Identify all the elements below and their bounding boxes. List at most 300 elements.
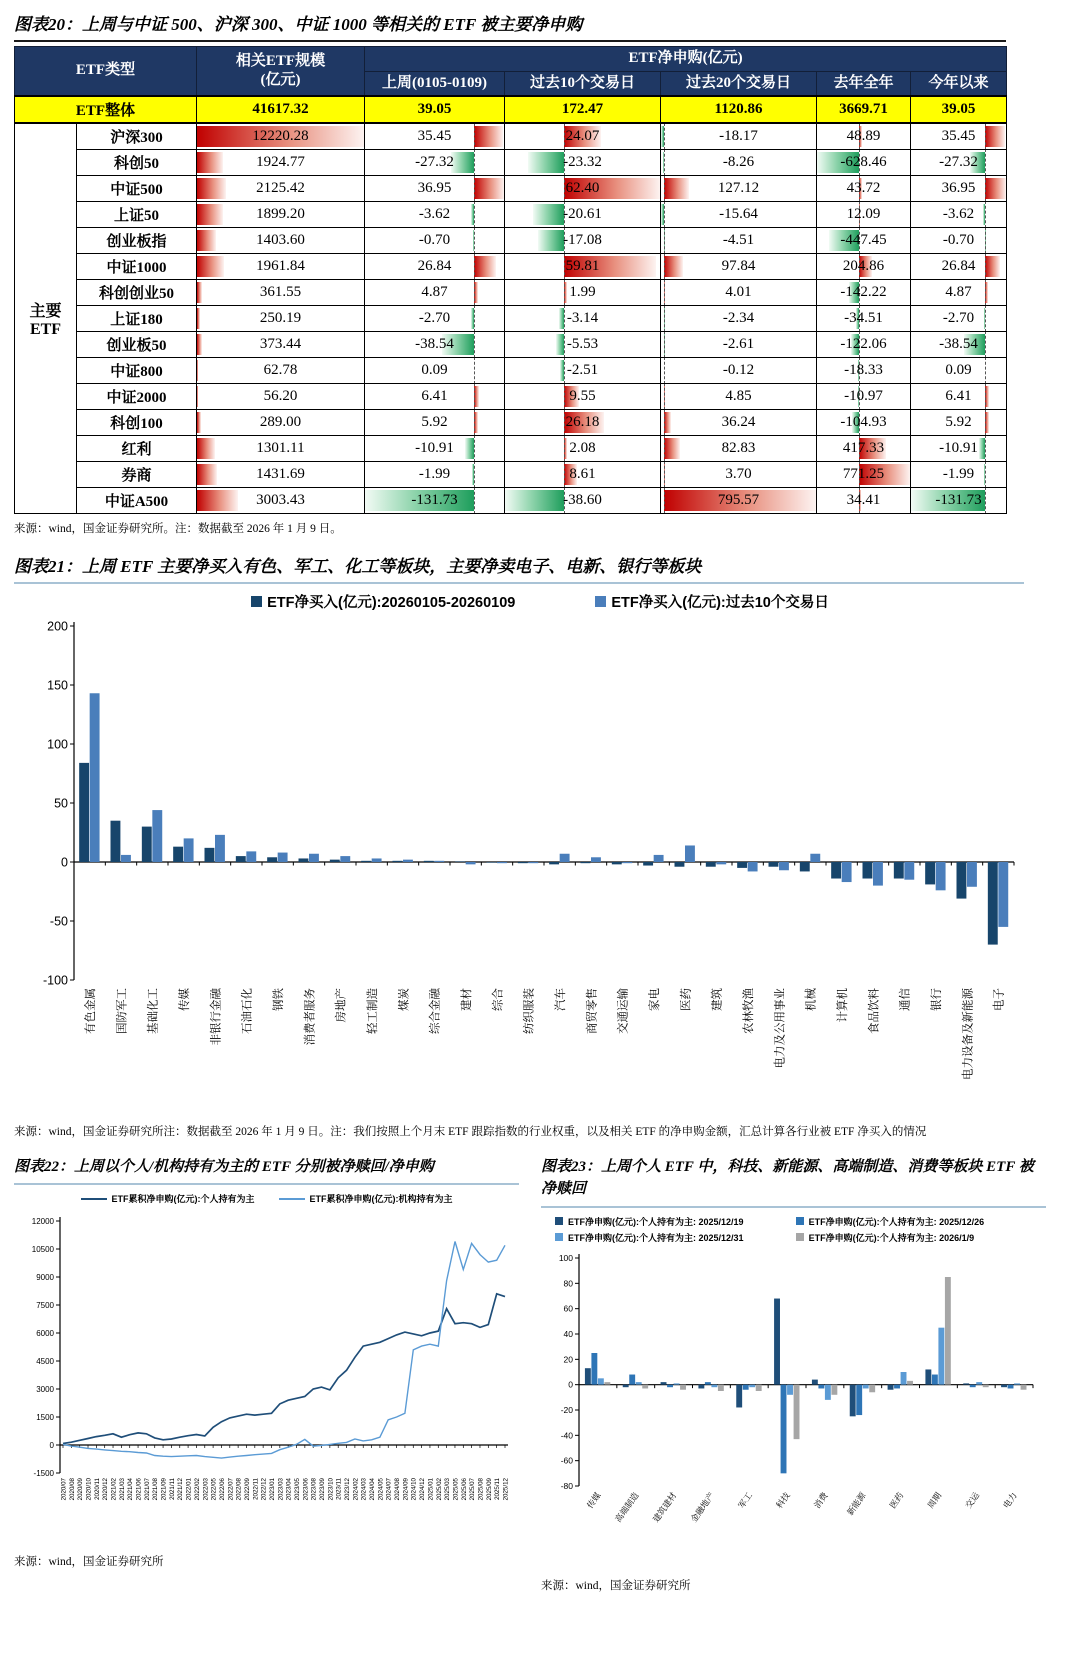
data-bar bbox=[664, 438, 680, 459]
bar-axis-line bbox=[985, 150, 986, 176]
bar-axis-line bbox=[664, 202, 665, 228]
bar-axis-line bbox=[564, 384, 565, 410]
etf-value-cell bbox=[661, 306, 817, 332]
etf-total-value: 39.05 bbox=[911, 96, 1007, 123]
svg-text:2024/10: 2024/10 bbox=[410, 1478, 418, 1501]
etf-name: 中证A500 bbox=[77, 488, 197, 514]
etf-value-cell bbox=[365, 358, 505, 384]
bar-axis-line bbox=[985, 358, 986, 384]
etf-value: 4.87 bbox=[945, 284, 972, 300]
etf-value: 12.09 bbox=[846, 206, 881, 222]
col-header-lastyear: 去年全年 bbox=[817, 71, 911, 96]
etf-name: 沪深300 bbox=[77, 123, 197, 150]
svg-text:2021/02: 2021/02 bbox=[110, 1478, 118, 1501]
etf-row bbox=[15, 202, 1007, 228]
bar-axis-line bbox=[474, 254, 475, 280]
data-bar bbox=[465, 438, 474, 459]
svg-text:2025/09: 2025/09 bbox=[485, 1478, 493, 1501]
legend-label: ETF净申购(亿元):个人持有为主: 2025/12/31 bbox=[568, 1232, 744, 1243]
etf-value-cell bbox=[817, 150, 911, 176]
fig22-legend-item-2 bbox=[279, 1192, 453, 1205]
etf-value: -2.70 bbox=[942, 310, 975, 326]
etf-value: -15.64 bbox=[719, 206, 758, 222]
legend-line-swatch bbox=[279, 1198, 305, 1201]
svg-text:农林牧渔: 农林牧渔 bbox=[743, 988, 756, 1035]
svg-text:2020/07: 2020/07 bbox=[60, 1478, 68, 1501]
legend-label: ETF净申购(亿元):个人持有为主: 2025/12/26 bbox=[808, 1216, 985, 1227]
bar-axis-line bbox=[985, 228, 986, 254]
etf-value: -27.32 bbox=[415, 154, 454, 170]
svg-text:交通运输: 交通运输 bbox=[617, 988, 630, 1035]
etf-total-value: 172.47 bbox=[505, 96, 661, 123]
svg-text:2022/09: 2022/09 bbox=[243, 1478, 251, 1501]
etf-value: -17.08 bbox=[563, 232, 602, 248]
etf-row bbox=[15, 488, 1007, 514]
bar-axis-line bbox=[985, 488, 986, 514]
etf-value-cell bbox=[817, 488, 911, 514]
etf-value-cell bbox=[365, 410, 505, 436]
bar-axis-line bbox=[474, 202, 475, 228]
bar-axis-line bbox=[474, 384, 475, 410]
svg-text:2024/08: 2024/08 bbox=[394, 1478, 402, 1501]
etf-value: -38.54 bbox=[415, 336, 454, 352]
etf-value: -23.32 bbox=[563, 154, 602, 170]
svg-text:2025/12: 2025/12 bbox=[502, 1478, 510, 1501]
fig23-divider bbox=[541, 1206, 1046, 1208]
fig23-svg bbox=[541, 1246, 1041, 1566]
etf-value: 4.87 bbox=[421, 284, 448, 300]
svg-text:2023/09: 2023/09 bbox=[319, 1478, 327, 1501]
svg-text:医药: 医药 bbox=[680, 988, 693, 1012]
etf-value: -5.53 bbox=[566, 336, 599, 352]
col-header-etf-type: ETF类型 bbox=[15, 47, 197, 97]
svg-text:2022/01: 2022/01 bbox=[185, 1478, 193, 1501]
bar-axis-line bbox=[664, 176, 665, 202]
etf-value-cell bbox=[817, 358, 911, 384]
etf-value: 127.12 bbox=[717, 180, 760, 196]
data-bar bbox=[197, 386, 198, 407]
etf-value-cell bbox=[661, 254, 817, 280]
etf-value-cell bbox=[661, 150, 817, 176]
etf-value: 26.18 bbox=[565, 414, 600, 430]
etf-value: 2125.42 bbox=[256, 180, 305, 196]
etf-value: 1403.60 bbox=[256, 232, 305, 248]
etf-value: 0.09 bbox=[421, 362, 448, 378]
svg-text:电力设备及新能源: 电力设备及新能源 bbox=[962, 988, 975, 1081]
bar-axis-line bbox=[985, 254, 986, 280]
bar-axis-line bbox=[664, 123, 665, 150]
etf-value: -142.22 bbox=[840, 284, 887, 300]
etf-value: 34.41 bbox=[846, 492, 881, 508]
etf-total-value: 39.05 bbox=[365, 96, 505, 123]
etf-value: 35.45 bbox=[417, 128, 452, 144]
svg-text:-50: -50 bbox=[49, 914, 68, 929]
etf-value: -1.99 bbox=[942, 466, 975, 482]
etf-value: 26.84 bbox=[941, 258, 976, 274]
etf-value-cell bbox=[911, 150, 1007, 176]
fig23-series-4 bbox=[604, 1277, 1026, 1439]
etf-value: 4.01 bbox=[725, 284, 752, 300]
etf-value-cell bbox=[197, 228, 365, 254]
legend-label: ETF净申购(亿元):个人持有为主: 2025/12/19 bbox=[568, 1216, 744, 1227]
etf-name: 上证50 bbox=[77, 202, 197, 228]
table-header-row-1 bbox=[15, 47, 1007, 72]
etf-row bbox=[15, 150, 1007, 176]
legend-label: ETF累积净申购(亿元):机构持有为主 bbox=[309, 1194, 453, 1205]
fig23-legend-item-1 bbox=[555, 1215, 796, 1228]
data-bar bbox=[528, 152, 564, 173]
data-bar bbox=[474, 126, 503, 147]
svg-text:2025/03: 2025/03 bbox=[444, 1478, 452, 1501]
bottom-section bbox=[14, 1154, 1066, 1597]
svg-text:电子: 电子 bbox=[993, 988, 1006, 1012]
svg-text:房地产: 房地产 bbox=[335, 988, 348, 1023]
svg-text:2020/10: 2020/10 bbox=[85, 1478, 93, 1501]
svg-text:传媒: 传媒 bbox=[179, 988, 192, 1012]
bar-axis-line bbox=[664, 332, 665, 358]
etf-value-cell bbox=[911, 410, 1007, 436]
etf-value: -8.26 bbox=[722, 154, 755, 170]
bar-axis-line bbox=[985, 410, 986, 436]
bar-axis-line bbox=[474, 332, 475, 358]
svg-text:2021/11: 2021/11 bbox=[168, 1478, 176, 1501]
bar-axis-line bbox=[664, 254, 665, 280]
svg-text:2023/03: 2023/03 bbox=[277, 1478, 285, 1501]
bar-axis-line bbox=[474, 358, 475, 384]
etf-value: 59.81 bbox=[565, 258, 600, 274]
bar-axis-line bbox=[564, 280, 565, 306]
etf-value-cell bbox=[197, 488, 365, 514]
svg-text:2022/07: 2022/07 bbox=[227, 1478, 235, 1501]
etf-value-cell bbox=[661, 436, 817, 462]
svg-text:2022/06: 2022/06 bbox=[218, 1478, 226, 1501]
etf-value-cell bbox=[505, 254, 661, 280]
fig21-legend-item-2 bbox=[595, 591, 829, 612]
fig22-legend-item-1 bbox=[81, 1192, 255, 1205]
etf-value: 26.84 bbox=[417, 258, 452, 274]
row-group-label: 主要ETF bbox=[15, 123, 77, 514]
etf-value-cell bbox=[197, 462, 365, 488]
etf-value: 0.09 bbox=[945, 362, 972, 378]
data-bar bbox=[197, 152, 223, 173]
etf-value: -1.99 bbox=[418, 466, 451, 482]
fig23-legend-item-3 bbox=[555, 1231, 796, 1244]
etf-table bbox=[14, 46, 1007, 514]
svg-text:3000: 3000 bbox=[36, 1385, 54, 1395]
etf-value-cell bbox=[365, 176, 505, 202]
legend-square-swatch bbox=[555, 1233, 563, 1241]
etf-value-cell bbox=[197, 436, 365, 462]
svg-text:2022/12: 2022/12 bbox=[260, 1478, 268, 1501]
bar-axis-line bbox=[985, 202, 986, 228]
etf-value-cell bbox=[505, 358, 661, 384]
etf-value-cell bbox=[817, 228, 911, 254]
etf-name: 创业板50 bbox=[77, 332, 197, 358]
data-bar bbox=[538, 230, 564, 251]
etf-value-cell bbox=[661, 123, 817, 150]
svg-text:2024/12: 2024/12 bbox=[419, 1478, 427, 1501]
data-bar bbox=[451, 152, 474, 173]
etf-value-cell bbox=[911, 462, 1007, 488]
etf-value: 43.72 bbox=[846, 180, 881, 196]
etf-value: -34.51 bbox=[844, 310, 883, 326]
etf-value: -0.70 bbox=[418, 232, 451, 248]
svg-text:建筑建材: 建筑建材 bbox=[650, 1490, 679, 1524]
etf-value: 3003.43 bbox=[256, 492, 305, 508]
bar-axis-line bbox=[664, 462, 665, 488]
svg-text:建材: 建材 bbox=[461, 988, 474, 1012]
etf-total-row bbox=[15, 96, 1007, 123]
svg-text:2021/04: 2021/04 bbox=[127, 1478, 135, 1501]
etf-value-cell bbox=[911, 358, 1007, 384]
svg-text:2020/08: 2020/08 bbox=[68, 1478, 76, 1501]
data-bar bbox=[474, 178, 504, 199]
svg-text:新能源: 新能源 bbox=[844, 1490, 868, 1517]
etf-value: 36.95 bbox=[941, 180, 976, 196]
etf-value: 6.41 bbox=[421, 388, 448, 404]
legend-square-swatch bbox=[555, 1217, 563, 1225]
etf-total-value: 1120.86 bbox=[661, 96, 817, 123]
etf-value: 3.70 bbox=[725, 466, 752, 482]
svg-text:100: 100 bbox=[558, 1252, 573, 1263]
data-bar bbox=[664, 256, 683, 277]
svg-text:2022/05: 2022/05 bbox=[210, 1478, 218, 1501]
svg-text:电力及公用事业: 电力及公用事业 bbox=[774, 988, 787, 1069]
etf-name: 中证1000 bbox=[77, 254, 197, 280]
bar-axis-line bbox=[474, 176, 475, 202]
data-bar bbox=[197, 334, 202, 355]
bar-axis-line bbox=[985, 332, 986, 358]
data-bar bbox=[197, 230, 216, 251]
svg-text:2022/02: 2022/02 bbox=[193, 1478, 201, 1501]
data-bar bbox=[474, 256, 496, 277]
etf-row bbox=[15, 384, 1007, 410]
svg-text:2025/11: 2025/11 bbox=[494, 1478, 502, 1501]
etf-value: 361.55 bbox=[259, 284, 302, 300]
etf-value-cell bbox=[817, 280, 911, 306]
etf-value-cell bbox=[911, 384, 1007, 410]
svg-text:轻工制造: 轻工制造 bbox=[367, 988, 380, 1035]
etf-name: 上证180 bbox=[77, 306, 197, 332]
etf-row bbox=[15, 228, 1007, 254]
etf-value: 48.89 bbox=[846, 128, 881, 144]
svg-text:2024/05: 2024/05 bbox=[377, 1478, 385, 1501]
svg-text:20: 20 bbox=[563, 1354, 573, 1365]
svg-text:商贸零售: 商贸零售 bbox=[586, 988, 599, 1035]
etf-value: 24.07 bbox=[565, 128, 600, 144]
svg-text:2025/05: 2025/05 bbox=[452, 1478, 460, 1501]
svg-text:非银行金融: 非银行金融 bbox=[210, 988, 223, 1046]
svg-text:2021/09: 2021/09 bbox=[160, 1478, 168, 1501]
svg-text:-40: -40 bbox=[560, 1430, 573, 1441]
etf-value-cell bbox=[911, 254, 1007, 280]
legend-label: ETF净买入(亿元):20260105-20260109 bbox=[267, 595, 516, 612]
svg-text:0: 0 bbox=[61, 855, 68, 870]
bar-axis-line bbox=[474, 410, 475, 436]
bar-axis-line bbox=[985, 176, 986, 202]
etf-value: -2.51 bbox=[566, 362, 599, 378]
svg-text:-20: -20 bbox=[560, 1404, 573, 1415]
fig23-legend-item-4 bbox=[796, 1231, 1037, 1244]
svg-text:2022/03: 2022/03 bbox=[202, 1478, 210, 1501]
svg-text:150: 150 bbox=[47, 678, 68, 693]
etf-value-cell bbox=[911, 176, 1007, 202]
etf-name: 中证500 bbox=[77, 176, 197, 202]
svg-text:2023/12: 2023/12 bbox=[344, 1478, 352, 1501]
etf-value-cell bbox=[817, 176, 911, 202]
etf-value-cell bbox=[505, 176, 661, 202]
fig23-chart bbox=[541, 1246, 1046, 1571]
etf-value: -2.34 bbox=[722, 310, 755, 326]
etf-value: 204.86 bbox=[842, 258, 885, 274]
etf-value: -3.14 bbox=[566, 310, 599, 326]
svg-text:2021/07: 2021/07 bbox=[143, 1478, 151, 1501]
etf-value: 1431.69 bbox=[256, 466, 305, 482]
bar-axis-line bbox=[985, 384, 986, 410]
data-bar bbox=[985, 256, 1000, 277]
etf-value: 795.57 bbox=[717, 492, 760, 508]
data-bar bbox=[197, 360, 198, 381]
svg-text:2025/07: 2025/07 bbox=[469, 1478, 477, 1501]
bar-axis-line bbox=[474, 228, 475, 254]
bar-axis-line bbox=[664, 280, 665, 306]
svg-text:2023/11: 2023/11 bbox=[335, 1478, 343, 1501]
etf-value-cell bbox=[505, 150, 661, 176]
svg-text:0: 0 bbox=[568, 1379, 573, 1390]
fig22-section bbox=[14, 1154, 519, 1597]
bar-axis-line bbox=[664, 488, 665, 514]
etf-name: 券商 bbox=[77, 462, 197, 488]
etf-total-value: 41617.32 bbox=[197, 96, 365, 123]
etf-row bbox=[15, 254, 1007, 280]
etf-value: -0.12 bbox=[722, 362, 755, 378]
etf-value-cell bbox=[197, 306, 365, 332]
data-bar bbox=[197, 438, 215, 459]
etf-value-cell bbox=[365, 488, 505, 514]
etf-value-cell bbox=[911, 332, 1007, 358]
bar-axis-line bbox=[664, 358, 665, 384]
etf-value: -20.61 bbox=[563, 206, 602, 222]
svg-text:6000: 6000 bbox=[36, 1329, 54, 1339]
etf-value: 1961.84 bbox=[256, 258, 305, 274]
fig23-x-axis-labels bbox=[585, 1490, 1019, 1524]
etf-value: -447.45 bbox=[840, 232, 887, 248]
svg-text:综合金融: 综合金融 bbox=[429, 988, 442, 1035]
col-header-20d: 过去20个交易日 bbox=[661, 71, 817, 96]
svg-text:2023/06: 2023/06 bbox=[302, 1478, 310, 1501]
etf-value-cell bbox=[197, 176, 365, 202]
svg-text:2020/11: 2020/11 bbox=[93, 1478, 101, 1501]
etf-value-cell bbox=[661, 358, 817, 384]
bar-axis-line bbox=[474, 488, 475, 514]
etf-name: 红利 bbox=[77, 436, 197, 462]
etf-name: 中证800 bbox=[77, 358, 197, 384]
etf-value-cell bbox=[661, 332, 817, 358]
etf-value-cell bbox=[365, 436, 505, 462]
bar-axis-line bbox=[474, 436, 475, 462]
svg-text:机械: 机械 bbox=[805, 988, 818, 1012]
legend-square-swatch bbox=[796, 1233, 804, 1241]
svg-text:2021/03: 2021/03 bbox=[118, 1478, 126, 1501]
bar-axis-line bbox=[664, 410, 665, 436]
fig21-title: 图表21：上周 ETF 主要净买入有色、军工、化工等板块，主要净卖电子、电新、银行等板块 bbox=[14, 557, 702, 577]
svg-text:科技: 科技 bbox=[774, 1490, 792, 1510]
svg-text:2024/03: 2024/03 bbox=[360, 1478, 368, 1501]
etf-value-cell bbox=[661, 384, 817, 410]
etf-value: 12220.28 bbox=[252, 128, 309, 144]
etf-value: 1899.20 bbox=[256, 206, 305, 222]
etf-value-cell bbox=[197, 358, 365, 384]
fig22-line-2 bbox=[63, 1242, 505, 1459]
svg-text:2025/08: 2025/08 bbox=[477, 1478, 485, 1501]
etf-value-cell bbox=[365, 280, 505, 306]
bar-axis-line bbox=[664, 228, 665, 254]
fig23-legend-item-2 bbox=[796, 1215, 1037, 1228]
svg-text:通信: 通信 bbox=[899, 988, 912, 1012]
etf-value-cell bbox=[197, 280, 365, 306]
etf-value: 6.41 bbox=[945, 388, 972, 404]
bar-axis-line bbox=[664, 150, 665, 176]
legend-square-swatch bbox=[595, 596, 606, 607]
svg-text:家电: 家电 bbox=[649, 988, 662, 1012]
legend-label: ETF累积净申购(亿元):个人持有为主 bbox=[111, 1194, 255, 1205]
etf-value-cell bbox=[817, 254, 911, 280]
title-divider bbox=[14, 40, 1006, 42]
svg-text:2024/04: 2024/04 bbox=[369, 1478, 377, 1501]
etf-value-cell bbox=[365, 228, 505, 254]
etf-value: 97.84 bbox=[721, 258, 756, 274]
svg-text:建筑: 建筑 bbox=[711, 988, 724, 1012]
etf-value-cell bbox=[197, 254, 365, 280]
data-bar bbox=[197, 282, 202, 303]
bar-axis-line bbox=[985, 123, 986, 150]
svg-text:医药: 医药 bbox=[887, 1490, 906, 1510]
svg-text:军工: 军工 bbox=[736, 1490, 755, 1510]
svg-text:200: 200 bbox=[47, 619, 68, 634]
svg-text:2021/12: 2021/12 bbox=[177, 1478, 185, 1501]
etf-value-cell bbox=[911, 202, 1007, 228]
data-bar bbox=[664, 412, 671, 433]
etf-value: -0.70 bbox=[942, 232, 975, 248]
fig22-svg bbox=[14, 1207, 514, 1542]
etf-value-cell bbox=[911, 306, 1007, 332]
etf-value: -10.91 bbox=[939, 440, 978, 456]
legend-label: ETF净申购(亿元):个人持有为主: 2026/1/9 bbox=[808, 1232, 975, 1243]
etf-value-cell bbox=[197, 150, 365, 176]
etf-row bbox=[15, 176, 1007, 202]
data-bar bbox=[533, 204, 565, 225]
etf-value: 9.55 bbox=[569, 388, 596, 404]
svg-text:2023/04: 2023/04 bbox=[285, 1478, 293, 1501]
fig21-legend bbox=[14, 591, 1066, 612]
etf-value: 1924.77 bbox=[256, 154, 305, 170]
legend-line-swatch bbox=[81, 1198, 107, 1201]
svg-text:食品饮料: 食品饮料 bbox=[868, 988, 881, 1035]
svg-text:2025/02: 2025/02 bbox=[435, 1478, 443, 1501]
svg-text:4500: 4500 bbox=[36, 1357, 54, 1367]
svg-text:煤炭: 煤炭 bbox=[398, 988, 411, 1012]
svg-text:2023/10: 2023/10 bbox=[327, 1478, 335, 1501]
etf-value-cell bbox=[817, 384, 911, 410]
etf-value: -131.73 bbox=[411, 492, 458, 508]
svg-text:9000: 9000 bbox=[36, 1273, 54, 1283]
svg-text:消费者服务: 消费者服务 bbox=[304, 988, 317, 1046]
etf-value-cell bbox=[661, 176, 817, 202]
fig21-legend-item-1 bbox=[251, 591, 515, 612]
etf-row bbox=[15, 332, 1007, 358]
svg-text:2021/08: 2021/08 bbox=[152, 1478, 160, 1501]
bar-axis-line bbox=[664, 306, 665, 332]
